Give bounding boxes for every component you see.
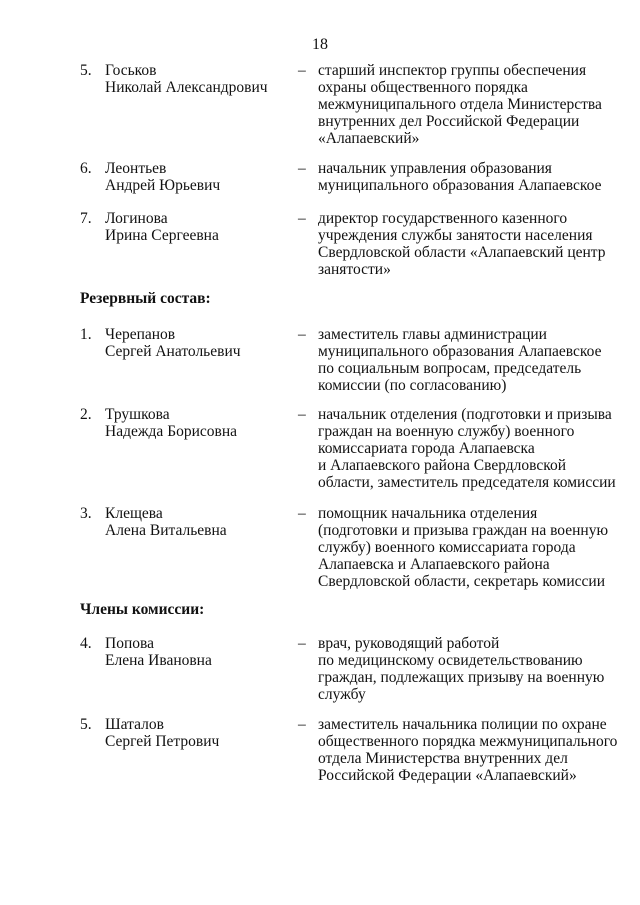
surname: Леонтьев: [105, 160, 167, 177]
given-names: Сергей Петрович: [105, 733, 220, 750]
surname: Логинова: [105, 210, 168, 227]
desc-line: граждан на военную службу) военного: [318, 423, 575, 440]
item-number: 6.: [80, 160, 92, 177]
dash: –: [298, 210, 306, 227]
person-name: [105, 505, 285, 539]
position-description: [318, 160, 618, 194]
desc-line: по медицинскому освидетельствованию: [318, 652, 583, 669]
desc-line: начальник управления образования: [318, 160, 552, 177]
person-name: [105, 210, 285, 244]
item-number: 5.: [80, 716, 92, 733]
person-name: [105, 160, 285, 194]
position-description: [318, 635, 618, 703]
desc-line: учреждения службы занятости населения: [318, 227, 593, 244]
desc-line: комиссариата города Алапаевска: [318, 440, 535, 457]
desc-line: службу) военного комиссариата города: [318, 539, 576, 556]
given-names: Ирина Сергеевна: [105, 227, 219, 244]
desc-line: врач, руководящий работой: [318, 635, 500, 652]
desc-line: области, заместитель председателя комиссии: [318, 474, 616, 491]
desc-line: директор государственного казенного: [318, 210, 568, 227]
desc-line: начальник отделения (подготовки и призыва: [318, 406, 612, 423]
desc-line: по социальным вопросам, председатель: [318, 360, 582, 377]
given-names: Сергей Анатольевич: [105, 343, 241, 360]
item-number: 4.: [80, 635, 92, 652]
members-heading: Члены комиссии:: [80, 601, 205, 618]
position-description: [318, 62, 618, 147]
position-description: [318, 326, 618, 394]
desc-line: (подготовки и призыва граждан на военную: [318, 522, 609, 539]
position-description: [318, 406, 618, 491]
given-names: Надежда Борисовна: [105, 423, 238, 440]
desc-line: старший инспектор группы обеспечения: [318, 62, 587, 79]
desc-line: занятости»: [318, 261, 391, 278]
desc-line: внутренних дел Российской Федерации: [318, 113, 580, 130]
desc-line: Алапаевска и Алапаевского района: [318, 556, 550, 573]
desc-line: межмуниципального отдела Министерства: [318, 96, 602, 113]
given-names: Андрей Юрьевич: [105, 177, 221, 194]
desc-line: Российской Федерации «Алапаевский»: [318, 767, 577, 784]
surname: Попова: [105, 635, 154, 652]
surname: Трушкова: [105, 406, 170, 423]
dash: –: [298, 716, 306, 733]
given-names: Алена Витальевна: [105, 522, 227, 539]
dash: –: [298, 505, 306, 522]
desc-line: службу: [318, 686, 366, 703]
position-description: [318, 716, 618, 784]
desc-line: граждан, подлежащих призыву на военную: [318, 669, 605, 686]
person-name: [105, 326, 285, 360]
dash: –: [298, 406, 306, 423]
dash: –: [298, 326, 306, 343]
desc-line: «Алапаевский»: [318, 130, 420, 147]
item-number: 7.: [80, 210, 92, 227]
given-names: Николай Александрович: [105, 79, 268, 96]
surname: Клещева: [105, 505, 163, 522]
desc-line: Свердловской области «Алапаевский центр: [318, 244, 606, 261]
desc-line: комиссии (по согласованию): [318, 377, 507, 394]
item-number: 5.: [80, 62, 92, 79]
person-name: [105, 635, 285, 669]
desc-line: помощник начальника отделения: [318, 505, 538, 522]
position-description: [318, 505, 618, 590]
desc-line: общественного порядка межмуниципального: [318, 733, 618, 750]
item-number: 3.: [80, 505, 92, 522]
page-number: 18: [312, 36, 328, 53]
desc-line: Свердловской области, секретарь комиссии: [318, 573, 605, 590]
desc-line: и Алапаевского района Свердловской: [318, 457, 567, 474]
item-number: 2.: [80, 406, 92, 423]
position-description: [318, 210, 618, 278]
person-name: [105, 62, 285, 96]
dash: –: [298, 160, 306, 177]
person-name: [105, 406, 285, 440]
given-names: Елена Ивановна: [105, 652, 212, 669]
desc-line: заместитель начальника полиции по охране: [318, 716, 607, 733]
reserve-heading: Резервный состав:: [80, 290, 211, 307]
dash: –: [298, 62, 306, 79]
desc-line: заместитель главы администрации: [318, 326, 547, 343]
item-number: 1.: [80, 326, 92, 343]
surname: Черепанов: [105, 326, 176, 343]
dash: –: [298, 635, 306, 652]
person-name: [105, 716, 285, 750]
surname: Шаталов: [105, 716, 164, 733]
surname: Госьков: [105, 62, 157, 79]
desc-line: муниципального образования Алапаевское: [318, 177, 602, 194]
desc-line: отдела Министерства внутренних дел: [318, 750, 568, 767]
desc-line: муниципального образования Алапаевское: [318, 343, 602, 360]
desc-line: охраны общественного порядка: [318, 79, 528, 96]
